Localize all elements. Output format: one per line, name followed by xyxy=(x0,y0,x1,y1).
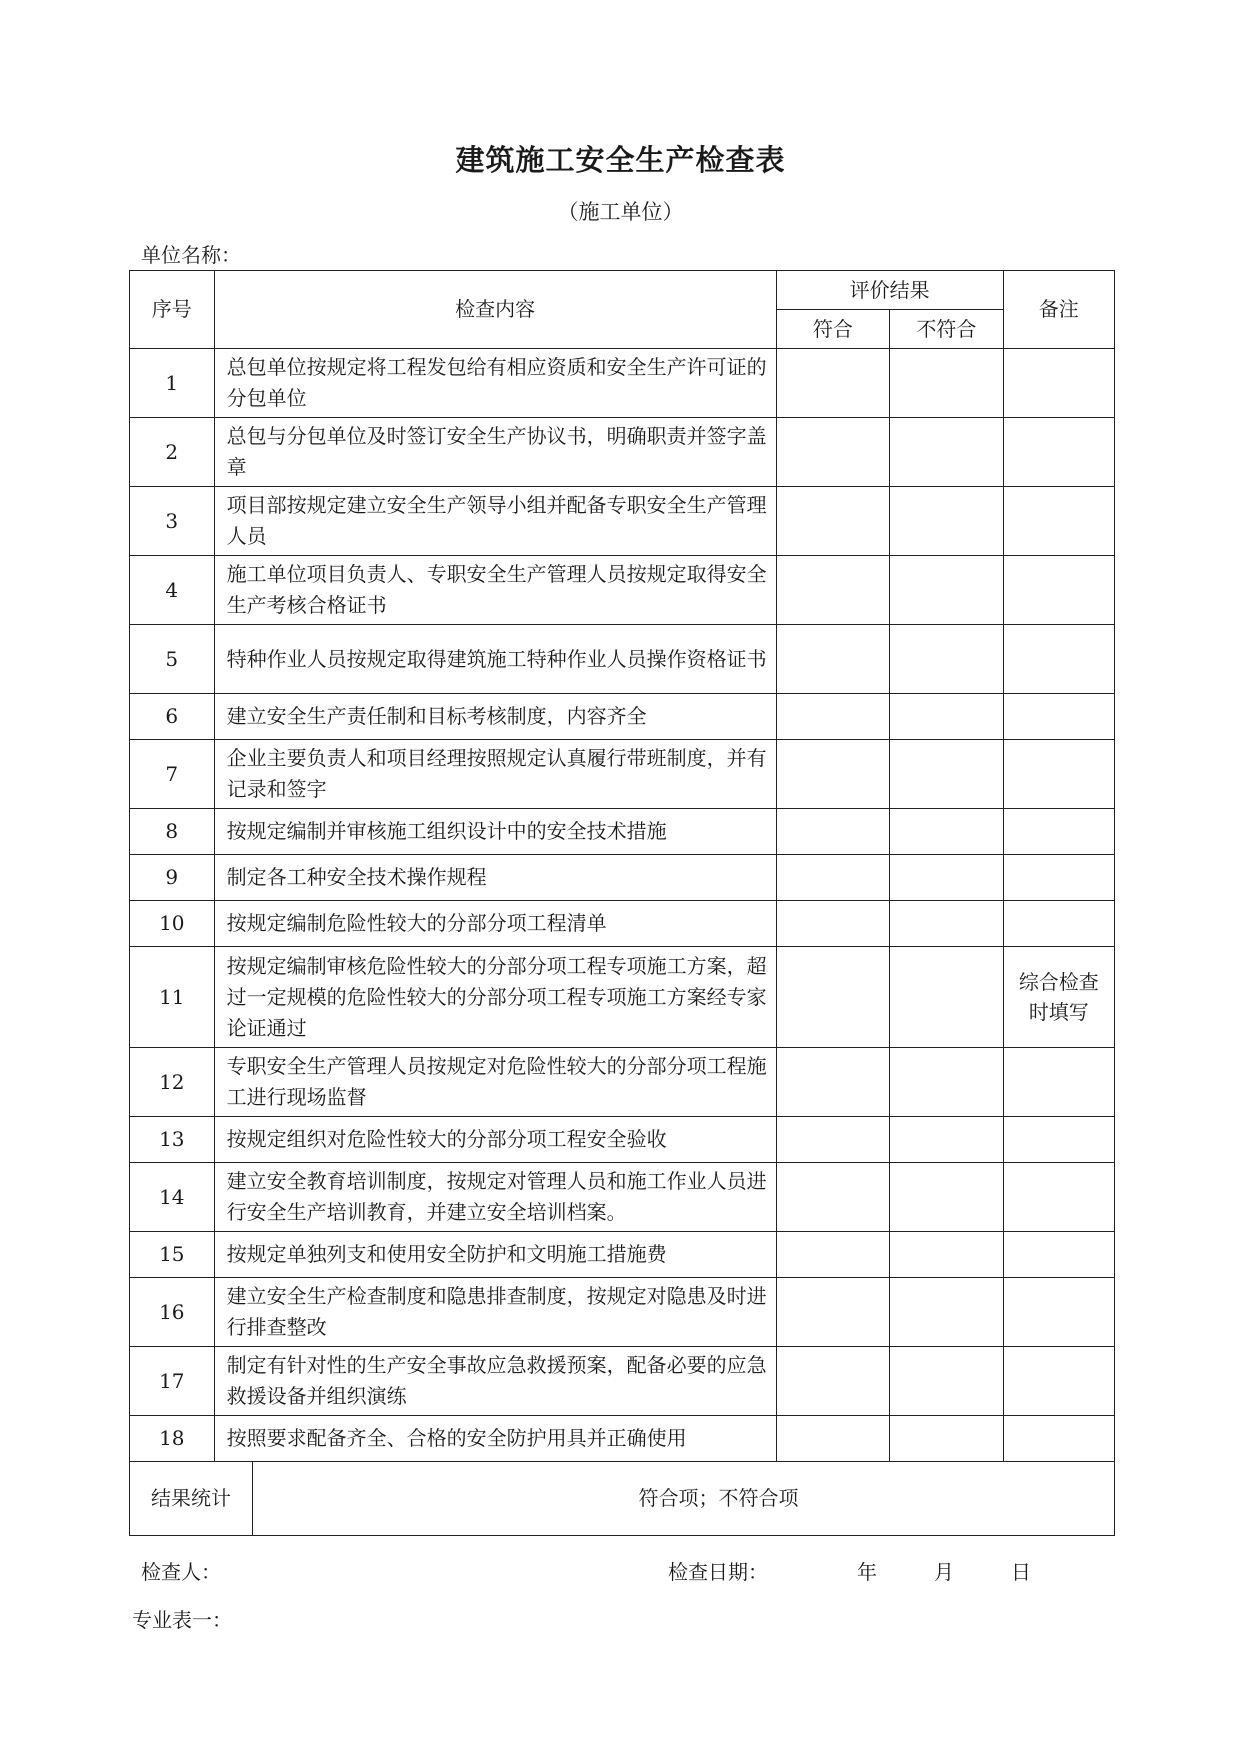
header-remarks: 备注 xyxy=(1003,271,1114,349)
date-day: 日 xyxy=(1011,1560,1031,1584)
row-remarks-cell[interactable] xyxy=(1003,1232,1114,1278)
table-row xyxy=(130,349,1115,418)
row-conform-cell[interactable] xyxy=(776,1117,889,1163)
row-seq: 7 xyxy=(130,740,215,809)
row-remarks-cell[interactable] xyxy=(1003,1117,1114,1163)
form-subtitle: （施工单位） xyxy=(557,200,684,224)
table-row xyxy=(130,1117,1115,1163)
row-conform-cell[interactable] xyxy=(776,740,889,809)
row-remarks-cell[interactable] xyxy=(1003,740,1114,809)
table-row xyxy=(130,809,1115,855)
row-content: 按规定编制并审核施工组织设计中的安全技术措施 xyxy=(214,809,776,855)
row-remarks-cell[interactable] xyxy=(1003,349,1114,418)
row-nonconform-cell[interactable] xyxy=(890,1347,1003,1416)
row-conform-cell[interactable] xyxy=(776,1232,889,1278)
remarks-note: 综合检查时填写 xyxy=(1003,947,1114,1048)
row-conform-cell[interactable] xyxy=(776,1163,889,1232)
row-content: 按规定组织对危险性较大的分部分项工程安全验收 xyxy=(214,1117,776,1163)
row-seq: 15 xyxy=(130,1232,215,1278)
row-nonconform-cell[interactable] xyxy=(890,1232,1003,1278)
row-nonconform-cell[interactable] xyxy=(890,855,1003,901)
row-nonconform-cell[interactable] xyxy=(890,1163,1003,1232)
header-content: 检查内容 xyxy=(214,271,776,349)
row-seq: 2 xyxy=(130,418,215,487)
row-nonconform-cell[interactable] xyxy=(890,487,1003,556)
row-nonconform-cell[interactable] xyxy=(890,556,1003,625)
row-nonconform-cell[interactable] xyxy=(890,1048,1003,1117)
row-seq: 16 xyxy=(130,1278,215,1347)
row-remarks-cell[interactable] xyxy=(1003,418,1114,487)
row-nonconform-cell[interactable] xyxy=(890,947,1003,1048)
row-seq: 6 xyxy=(130,694,215,740)
table-row xyxy=(130,625,1115,694)
inspection-date-label: 检查日期： xyxy=(668,1560,768,1584)
row-conform-cell[interactable] xyxy=(776,556,889,625)
row-seq: 3 xyxy=(130,487,215,556)
row-content: 制定各工种安全技术操作规程 xyxy=(214,855,776,901)
row-content: 企业主要负责人和项目经理按照规定认真履行带班制度，并有记录和签字 xyxy=(214,740,776,809)
row-nonconform-cell[interactable] xyxy=(890,1117,1003,1163)
row-conform-cell[interactable] xyxy=(776,694,889,740)
row-seq: 5 xyxy=(130,625,215,694)
row-remarks-cell[interactable] xyxy=(1003,1278,1114,1347)
table-row xyxy=(130,1048,1115,1117)
row-content: 制定有针对性的生产安全事故应急救援预案，配备必要的应急救援设备并组织演练 xyxy=(214,1347,776,1416)
bottom-note: 专业表一： xyxy=(132,1608,232,1632)
row-content: 建立安全教育培训制度，按规定对管理人员和施工作业人员进行安全生产培训教育，并建立安全培训档案。 xyxy=(214,1163,776,1232)
row-conform-cell[interactable] xyxy=(776,418,889,487)
row-conform-cell[interactable] xyxy=(776,487,889,556)
row-seq: 12 xyxy=(130,1048,215,1117)
row-remarks-cell[interactable] xyxy=(1003,1163,1114,1232)
row-remarks-cell[interactable] xyxy=(1003,1347,1114,1416)
header-conform: 符合 xyxy=(776,310,889,349)
row-conform-cell[interactable] xyxy=(776,1347,889,1416)
row-nonconform-cell[interactable] xyxy=(890,694,1003,740)
table-row xyxy=(130,556,1115,625)
summary-row xyxy=(130,1462,1115,1536)
date-month: 月 xyxy=(934,1560,954,1584)
table-row xyxy=(130,487,1115,556)
row-seq: 17 xyxy=(130,1347,215,1416)
row-conform-cell[interactable] xyxy=(776,349,889,418)
row-nonconform-cell[interactable] xyxy=(890,625,1003,694)
table-row xyxy=(130,694,1115,740)
row-nonconform-cell[interactable] xyxy=(890,349,1003,418)
table-row xyxy=(130,1347,1115,1416)
row-seq: 8 xyxy=(130,809,215,855)
row-remarks-cell[interactable] xyxy=(1003,855,1114,901)
row-remarks-cell[interactable] xyxy=(1003,694,1114,740)
row-conform-cell[interactable] xyxy=(776,625,889,694)
row-content: 建立安全生产检查制度和隐患排查制度，按规定对隐患及时进行排查整改 xyxy=(214,1278,776,1347)
table-row xyxy=(130,901,1115,947)
row-remarks-cell[interactable] xyxy=(1003,1416,1114,1462)
row-conform-cell[interactable] xyxy=(776,1416,889,1462)
row-conform-cell[interactable] xyxy=(776,809,889,855)
row-content: 总包与分包单位及时签订安全生产协议书，明确职责并签字盖章 xyxy=(214,418,776,487)
table-row xyxy=(130,855,1115,901)
row-seq: 9 xyxy=(130,855,215,901)
inspection-table xyxy=(129,270,1115,1536)
row-content: 按照要求配备齐全、合格的安全防护用具并正确使用 xyxy=(214,1416,776,1462)
table-row xyxy=(130,1278,1115,1347)
row-remarks-cell[interactable] xyxy=(1003,809,1114,855)
header-seq: 序号 xyxy=(130,271,215,349)
header-evaluation: 评价结果 xyxy=(776,271,1003,310)
row-content: 按规定单独列支和使用安全防护和文明施工措施费 xyxy=(214,1232,776,1278)
summary-text: 符合项；不符合项 xyxy=(253,1462,1115,1536)
row-seq: 13 xyxy=(130,1117,215,1163)
row-nonconform-cell[interactable] xyxy=(890,418,1003,487)
row-content: 专职安全生产管理人员按规定对危险性较大的分部分项工程施工进行现场监督 xyxy=(214,1048,776,1117)
inspector-label: 检查人： xyxy=(141,1560,221,1584)
row-conform-cell[interactable] xyxy=(776,855,889,901)
row-seq: 1 xyxy=(130,349,215,418)
row-content: 按规定编制危险性较大的分部分项工程清单 xyxy=(214,901,776,947)
row-content: 建立安全生产责任制和目标考核制度，内容齐全 xyxy=(214,694,776,740)
row-conform-cell[interactable] xyxy=(776,947,889,1048)
form-title: 建筑施工安全生产检查表 xyxy=(455,143,786,177)
table-row xyxy=(130,740,1115,809)
header-nonconform: 不符合 xyxy=(890,310,1003,349)
date-year: 年 xyxy=(857,1560,877,1584)
row-seq: 10 xyxy=(130,901,215,947)
table-row xyxy=(130,418,1115,487)
row-seq: 18 xyxy=(130,1416,215,1462)
table-row xyxy=(130,1232,1115,1278)
row-conform-cell[interactable] xyxy=(776,901,889,947)
table-row xyxy=(130,1163,1115,1232)
unit-name-label: 单位名称： xyxy=(141,243,241,267)
row-remarks-cell[interactable] xyxy=(1003,901,1114,947)
row-conform-cell[interactable] xyxy=(776,1048,889,1117)
row-nonconform-cell[interactable] xyxy=(890,809,1003,855)
row-nonconform-cell[interactable] xyxy=(890,1278,1003,1347)
row-nonconform-cell[interactable] xyxy=(890,901,1003,947)
row-nonconform-cell[interactable] xyxy=(890,740,1003,809)
row-content: 施工单位项目负责人、专职安全生产管理人员按规定取得安全生产考核合格证书 xyxy=(214,556,776,625)
table-row xyxy=(130,1416,1115,1462)
row-seq: 4 xyxy=(130,556,215,625)
row-conform-cell[interactable] xyxy=(776,1278,889,1347)
row-content: 特种作业人员按规定取得建筑施工特种作业人员操作资格证书 xyxy=(214,625,776,694)
row-remarks-cell[interactable] xyxy=(1003,556,1114,625)
row-remarks-cell[interactable] xyxy=(1003,1048,1114,1117)
row-content: 总包单位按规定将工程发包给有相应资质和安全生产许可证的分包单位 xyxy=(214,349,776,418)
row-seq: 11 xyxy=(130,947,215,1048)
row-remarks-cell[interactable] xyxy=(1003,487,1114,556)
summary-label: 结果统计 xyxy=(130,1462,253,1536)
table-row xyxy=(130,947,1115,1048)
row-nonconform-cell[interactable] xyxy=(890,1416,1003,1462)
row-remarks-cell[interactable] xyxy=(1003,625,1114,694)
row-content: 项目部按规定建立安全生产领导小组并配备专职安全生产管理人员 xyxy=(214,487,776,556)
row-content: 按规定编制审核危险性较大的分部分项工程专项施工方案，超过一定规模的危险性较大的分部分项工程专项施工方案经专家论证通过 xyxy=(214,947,776,1048)
row-seq: 14 xyxy=(130,1163,215,1232)
